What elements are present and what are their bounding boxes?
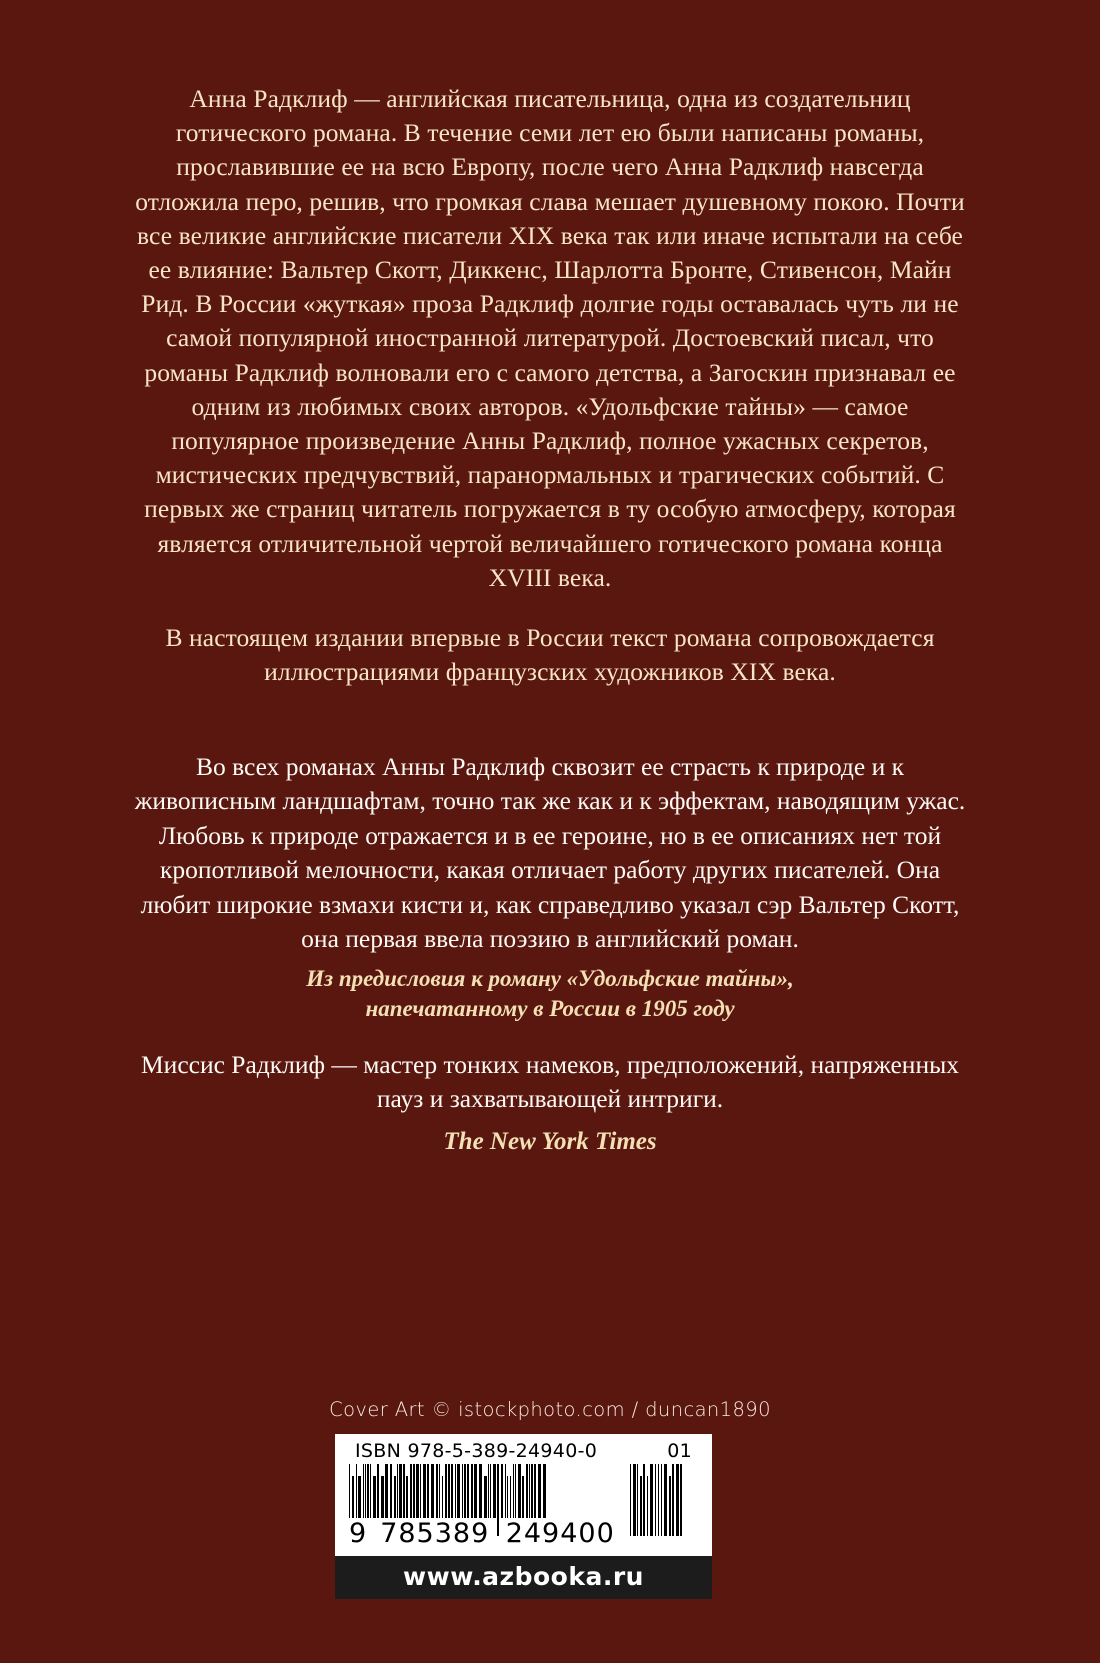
blurb-paragraph-1: Анна Радклиф — английская писательница, одна из создательниц готического романа. В течение семи лет ею были написаны романы, прославившие ее на всю Европу, после чего Анна Радклиф навсегда отложила перо, решив, что громкая слава мешает душевному покою. Почти все великие английские писатели XIX века так или иначе испытали на себе ее влияние: Вальтер Скотт, Диккенс, Шарлотта Бронте, Стивенсон, Майн Рид. В России «жуткая» проза Радклиф долгие годы оставалась чуть ли не самой популярной иностранной литературой. Достоевский писал, что романы Радклиф волновали его с самого детства, а Загоскин признавал ее одним из любимых своих авторов. «Удольфские тайны» — самое популярное произведение Анны Радклиф, полное ужасных секретов, мистических предчувствий, паранормальных и трагических событий. С первых же страниц читатель погружается в ту особую атмосферу, которая является отличительной чертой величайшего готического романа конца XVIII века. [135, 84, 965, 592]
blurb-section [130, 82, 970, 689]
blurb-paragraph-2: В настоящем издании впервые в России текст романа сопровождается иллюстрациями французских художников XIX века. [165, 623, 935, 687]
isbn-number: ISBN 978-5-389-24940-0 [355, 1440, 598, 1462]
isbn-addon-number: 01 [667, 1440, 692, 1462]
isbn-row [345, 1440, 702, 1464]
ean-lead-digit: 9 [349, 1518, 371, 1549]
quote-nyt-text: Миссис Радклиф — мастер тонких намеков, предположений, напряженных пауз и захватывающей интриги. [141, 1050, 959, 1114]
ean-right-group: 249400 [499, 1518, 623, 1549]
barcode-label [335, 1434, 712, 1556]
publisher-website[interactable]: www.azbooka.ru [335, 1556, 712, 1599]
quote-nyt-source: The New York Times [443, 1127, 657, 1155]
barcode-block [335, 1434, 712, 1599]
quote-preface-source-line-1: Из предисловия к роману «Удольфские тайны», [306, 966, 794, 992]
ean-left-group: 785389 [373, 1518, 497, 1549]
quote-block-preface [130, 750, 970, 1024]
quote-preface-text: Во всех романах Анны Радклиф сквозит ее страсть к природе и к живописным ландшафтам, точно так же как и к эффектам, наводящим ужас. Любовь к природе отражается и в ее героине, но в ее описаниях нет той кропотливой мелочности, какая отличает работу других писателей. Она любит широкие взмахи кисти и, как справедливо указал сэр Вальтер Скотт, она первая ввела поэзию в английский роман. [134, 752, 966, 954]
quote-preface-source [130, 964, 970, 1024]
quote-preface-source-line-2: напечатанному в России в 1905 году [365, 996, 735, 1022]
cover-art-credit: Cover Art © istockphoto.com / duncan1890 [329, 1398, 771, 1421]
quote-block-nyt [130, 1048, 970, 1157]
ean-digits-row [345, 1518, 702, 1552]
